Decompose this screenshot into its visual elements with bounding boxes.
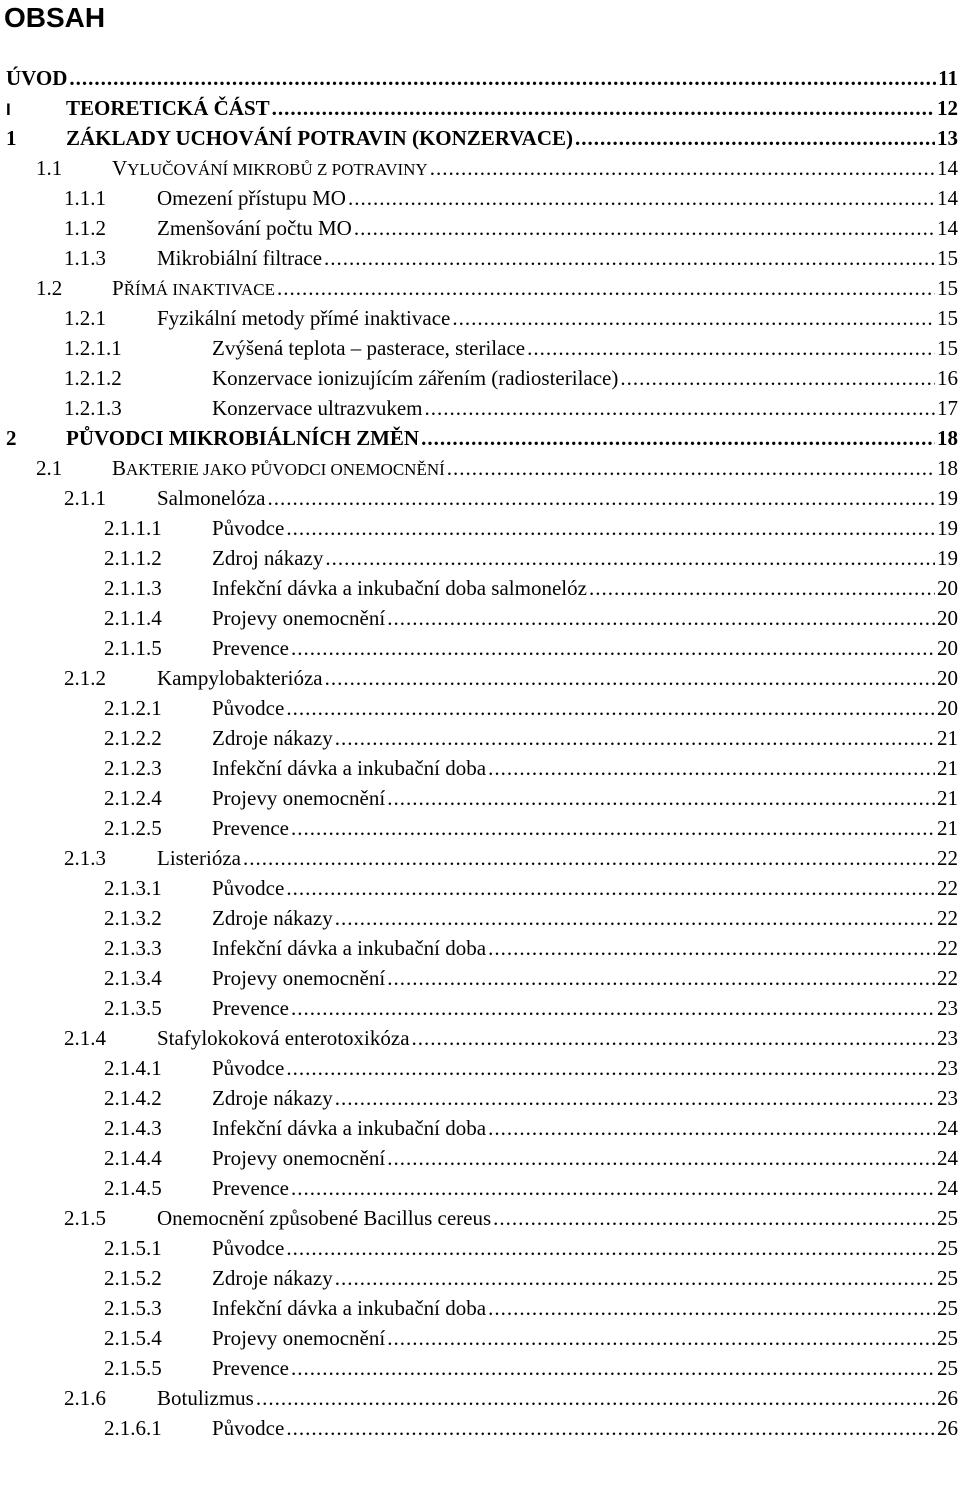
toc-entry-title: Původce <box>212 1416 285 1440</box>
dot-leader <box>335 1084 935 1112</box>
toc-entry-title: Prevence <box>212 1176 289 1200</box>
toc-entry-title: Omezení přístupu MO <box>157 186 346 210</box>
toc-entry-page: 22 <box>937 936 958 960</box>
dot-leader <box>286 514 935 542</box>
toc-entry[interactable] <box>104 994 958 1022</box>
toc-entry-title: Stafylokoková enterotoxikóza <box>157 1026 410 1050</box>
toc-entry-title: Prevence <box>212 996 289 1020</box>
toc-entry-number: 2.1.4 <box>64 1026 106 1050</box>
dot-leader <box>488 1114 935 1142</box>
toc-entry-number: 2.1 <box>36 456 63 480</box>
toc-entry[interactable] <box>104 1174 958 1202</box>
toc-entry[interactable] <box>104 1234 958 1262</box>
toc-entry[interactable] <box>64 394 958 422</box>
toc-entry-number: 2.1.4.4 <box>104 1146 162 1170</box>
toc-entry-title: Původce <box>212 1236 285 1260</box>
toc-entry-title: Onemocnění způsobené Bacillus cereus <box>157 1206 492 1230</box>
dot-leader <box>430 154 935 182</box>
toc-entry-number: 2.1.6.1 <box>104 1416 162 1440</box>
dot-leader <box>493 1204 935 1232</box>
toc-entry-number: 1.2.1.3 <box>64 396 122 420</box>
dot-leader <box>291 1354 935 1382</box>
toc-entry-title: Infekční dávka a inkubační doba <box>212 756 487 780</box>
dot-leader <box>243 844 935 872</box>
toc-entry-page: 20 <box>937 666 958 690</box>
toc-entry[interactable] <box>104 1054 958 1082</box>
toc-entry-number: 1.2.1 <box>64 306 106 330</box>
toc-entry-number: 2.1.2.3 <box>104 756 162 780</box>
toc-entry-page: 25 <box>937 1266 958 1290</box>
toc-entry[interactable] <box>104 514 958 542</box>
toc-entry[interactable] <box>104 574 958 602</box>
toc-entry-number: 2.1.2.2 <box>104 726 162 750</box>
toc-entry[interactable] <box>104 904 958 932</box>
toc-entry-number: 2.1.4.1 <box>104 1056 162 1080</box>
toc-entry[interactable] <box>64 664 958 692</box>
toc-entry-title: BAKTERIE JAKO PŮVODCI ONEMOCNĚNÍ <box>112 456 445 480</box>
toc-entry[interactable] <box>104 544 958 572</box>
dot-leader <box>286 1414 935 1442</box>
toc-entry-title: Projevy onemocnění <box>212 786 386 810</box>
toc-entry-page: 21 <box>937 726 958 750</box>
toc-entry-page: 23 <box>937 1056 958 1080</box>
toc-entry[interactable] <box>104 754 958 782</box>
toc-entry-page: 14 <box>937 186 958 210</box>
dot-leader <box>272 94 935 122</box>
toc-entry[interactable] <box>104 634 958 662</box>
toc-entry[interactable] <box>104 1264 958 1292</box>
toc-entry-page: 25 <box>937 1236 958 1260</box>
toc-entry-page: 12 <box>937 96 958 120</box>
toc-entry-page: 19 <box>937 546 958 570</box>
dot-leader <box>335 904 935 932</box>
toc-entry-number: 2.1.4.2 <box>104 1086 162 1110</box>
toc-entry-page: 23 <box>937 1026 958 1050</box>
toc-entry-title: Zdroje nákazy <box>212 906 333 930</box>
toc-entry-title: Konzervace ultrazvukem <box>212 396 423 420</box>
toc-entry-page: 15 <box>937 246 958 270</box>
toc-entry-title: Infekční dávka a inkubační doba <box>212 1116 487 1140</box>
toc-entry[interactable] <box>64 214 958 242</box>
dot-leader <box>277 274 935 302</box>
dot-leader <box>421 424 935 452</box>
toc-entry-number: 1.2.1.1 <box>64 336 122 360</box>
toc-entry-title: Mikrobiální filtrace <box>157 246 323 270</box>
toc-entry-title: Zdroje nákazy <box>212 726 333 750</box>
toc-entry[interactable] <box>104 964 958 992</box>
toc-entry-title: Kampylobakterióza <box>157 666 323 690</box>
dot-leader <box>387 604 935 632</box>
toc-entry-title: VYLUČOVÁNÍ MIKROBŮ Z POTRAVINY <box>112 156 428 180</box>
toc-entry-number: 2.1.1.4 <box>104 606 162 630</box>
dot-leader <box>286 874 935 902</box>
toc-entry[interactable] <box>104 874 958 902</box>
toc-entry-page: 22 <box>937 846 958 870</box>
dot-leader <box>354 214 935 242</box>
dot-leader <box>488 1294 935 1322</box>
toc-entry[interactable] <box>6 64 958 92</box>
toc-entry-title: Listerióza <box>157 846 241 870</box>
toc-entry-title: ÚVOD <box>6 66 68 90</box>
toc-entry-title: PŮVODCI MIKROBIÁLNÍCH ZMĚN <box>66 426 420 450</box>
toc-entry-number: 2.1.3 <box>64 846 106 870</box>
toc-entry-number: 2.1.6 <box>64 1386 106 1410</box>
toc-entry-page: 19 <box>937 516 958 540</box>
toc-entry[interactable] <box>64 1204 958 1232</box>
dot-leader <box>291 1174 935 1202</box>
toc-entry[interactable] <box>104 1114 958 1142</box>
dot-leader <box>325 664 935 692</box>
toc-entry-number: 1.1.3 <box>64 246 106 270</box>
dot-leader <box>286 1234 935 1262</box>
toc-entry[interactable] <box>6 124 958 152</box>
toc-entry-number: 2.1.5.4 <box>104 1326 162 1350</box>
toc-entry-title: Původce <box>212 696 285 720</box>
toc-entry-page: 14 <box>937 156 958 180</box>
toc-entry-title: Původce <box>212 876 285 900</box>
toc-entry-page: 25 <box>937 1296 958 1320</box>
toc-entry[interactable] <box>6 94 958 122</box>
toc-entry-number: 2.1.3.3 <box>104 936 162 960</box>
toc-entry-page: 19 <box>937 486 958 510</box>
toc-entry-page: 14 <box>937 216 958 240</box>
dot-leader <box>286 694 935 722</box>
dot-leader <box>69 64 936 92</box>
toc-entry[interactable] <box>36 154 958 182</box>
toc-entry-page: 23 <box>937 1086 958 1110</box>
toc-entry[interactable] <box>64 334 958 362</box>
toc-entry[interactable] <box>104 814 958 842</box>
toc-entry-number: 2.1.2.4 <box>104 786 162 810</box>
toc-entry-title: Zvýšená teplota – pasterace, sterilace <box>212 336 526 360</box>
dot-leader <box>589 574 935 602</box>
toc-entry[interactable] <box>104 724 958 752</box>
dot-leader <box>324 244 935 272</box>
toc-entry-title: Salmonelóza <box>157 486 266 510</box>
dot-leader <box>325 544 935 572</box>
dot-leader <box>387 784 935 812</box>
toc-entry-page: 15 <box>937 306 958 330</box>
toc-entry-title: Prevence <box>212 1356 289 1380</box>
toc-entry-page: 15 <box>937 336 958 360</box>
toc-entry-page: 18 <box>937 456 958 480</box>
dot-leader <box>291 634 935 662</box>
toc-entry[interactable] <box>104 1084 958 1112</box>
toc-entry[interactable] <box>6 424 958 452</box>
toc-entry-number: 2.1.1 <box>64 486 106 510</box>
toc-entry-title: Infekční dávka a inkubační doba salmonelóz <box>212 576 587 600</box>
toc-entry-title: Prevence <box>212 816 289 840</box>
toc-entry[interactable] <box>64 1384 958 1412</box>
dot-leader <box>387 1324 935 1352</box>
toc-entry[interactable] <box>64 304 958 332</box>
toc-entry-title: Původce <box>212 516 285 540</box>
toc-entry-title: Původce <box>212 1056 285 1080</box>
toc-entry-number: 2.1.4.5 <box>104 1176 162 1200</box>
toc-entry-number: 2.1.1.3 <box>104 576 162 600</box>
dot-leader <box>447 454 935 482</box>
toc-entry[interactable] <box>64 364 958 392</box>
toc-entry-title: Projevy onemocnění <box>212 1146 386 1170</box>
dot-leader <box>488 934 935 962</box>
toc-entry-number: 1.1.1 <box>64 186 106 210</box>
dot-leader <box>291 814 935 842</box>
dot-leader <box>335 1264 935 1292</box>
toc-entry-number: 2.1.2 <box>64 666 106 690</box>
toc-entry-page: 20 <box>937 606 958 630</box>
toc-entry[interactable] <box>36 274 958 302</box>
toc-entry-number: 2.1.2.5 <box>104 816 162 840</box>
toc-entry-title: Zdroj nákazy <box>212 546 324 570</box>
toc-entry-title: Projevy onemocnění <box>212 966 386 990</box>
toc-entry-number: 2.1.3.4 <box>104 966 162 990</box>
dot-leader <box>575 124 935 152</box>
toc-entry-title: Infekční dávka a inkubační doba <box>212 1296 487 1320</box>
toc-entry-number: 1.1.2 <box>64 216 106 240</box>
dot-leader <box>488 754 935 782</box>
toc-entry-number: 2.1.5 <box>64 1206 106 1230</box>
toc-entry-title: Zdroje nákazy <box>212 1086 333 1110</box>
toc-entry[interactable] <box>64 484 958 512</box>
dot-leader <box>412 1024 935 1052</box>
toc-entry-page: 18 <box>937 426 958 450</box>
toc-entry-page: 26 <box>937 1416 958 1440</box>
toc-entry-page: 11 <box>938 66 958 90</box>
toc-entry-number: 2.1.1.1 <box>104 516 162 540</box>
toc-entry-page: 20 <box>937 696 958 720</box>
dot-leader <box>335 724 935 752</box>
toc-entry-number: 2.1.5.5 <box>104 1356 162 1380</box>
toc-entry-page: 15 <box>937 276 958 300</box>
toc-entry-page: 25 <box>937 1356 958 1380</box>
toc-entry-page: 21 <box>937 816 958 840</box>
toc-entry[interactable] <box>104 1354 958 1382</box>
toc-entry-number: 2.1.5.3 <box>104 1296 162 1320</box>
toc-entry-number: 2.1.2.1 <box>104 696 162 720</box>
dot-leader <box>620 364 935 392</box>
dot-leader <box>291 994 935 1022</box>
toc-entry[interactable] <box>104 934 958 962</box>
dot-leader <box>387 964 935 992</box>
toc-entry-page: 23 <box>937 996 958 1020</box>
toc-entry-page: 21 <box>937 786 958 810</box>
dot-leader <box>286 1054 935 1082</box>
toc-entry-title: Zmenšování počtu MO <box>157 216 352 240</box>
toc-entry[interactable] <box>104 694 958 722</box>
toc-entry[interactable] <box>64 844 958 872</box>
toc-entry-page: 16 <box>937 366 958 390</box>
toc-entry-number: 2.1.3.5 <box>104 996 162 1020</box>
toc-entry[interactable] <box>104 1414 958 1442</box>
toc-entry-page: 22 <box>937 876 958 900</box>
toc-entry-page: 24 <box>937 1116 958 1140</box>
toc-entry-title: Projevy onemocnění <box>212 606 386 630</box>
toc-entry-number: 1.1 <box>36 156 63 180</box>
toc-entry-page: 24 <box>937 1176 958 1200</box>
toc-entry-title: TEORETICKÁ ČÁST <box>66 96 270 120</box>
dot-leader <box>256 1384 935 1412</box>
toc-entry-number: 2.1.1.2 <box>104 546 162 570</box>
toc-entry-title: Prevence <box>212 636 289 660</box>
toc-entry-number: 2.1.3.1 <box>104 876 162 900</box>
dot-leader <box>527 334 935 362</box>
toc-entry-number: 2 <box>6 426 17 450</box>
toc-entry-page: 25 <box>937 1206 958 1230</box>
toc-entry-page: 22 <box>937 906 958 930</box>
toc-entry-number: 2.1.3.2 <box>104 906 162 930</box>
toc-entry-title: PŘÍMÁ INAKTIVACE <box>112 276 275 300</box>
dot-leader <box>348 184 935 212</box>
toc-entry-page: 13 <box>937 126 958 150</box>
dot-leader <box>267 484 935 512</box>
toc-entry[interactable] <box>64 1024 958 1052</box>
toc-entry-title: Projevy onemocnění <box>212 1326 386 1350</box>
toc-entry-page: 26 <box>937 1386 958 1410</box>
toc-entry-number: 1 <box>6 126 17 150</box>
toc-entry-number: 1.2 <box>36 276 63 300</box>
toc-entry[interactable] <box>104 1324 958 1352</box>
toc-entry-number: 2.1.1.5 <box>104 636 162 660</box>
toc-entry-title: Fyzikální metody přímé inaktivace <box>157 306 451 330</box>
toc-entry-title: Botulizmus <box>157 1386 254 1410</box>
toc-entry-number: 1.2.1.2 <box>64 366 122 390</box>
toc-entry-page: 21 <box>937 756 958 780</box>
dot-leader <box>424 394 935 422</box>
toc-entry-page: 20 <box>937 636 958 660</box>
toc-entry[interactable] <box>104 1144 958 1172</box>
toc-entry[interactable] <box>104 604 958 632</box>
toc-entry-title: Konzervace ionizujícím zářením (radiosterilace) <box>212 366 619 390</box>
toc-entry-title: ZÁKLADY UCHOVÁNÍ POTRAVIN (KONZERVACE) <box>66 126 574 150</box>
dot-leader <box>452 304 935 332</box>
toc-entry-number: 2.1.5.1 <box>104 1236 162 1260</box>
toc-entry-number: 2.1.4.3 <box>104 1116 162 1140</box>
toc-entry[interactable] <box>104 784 958 812</box>
toc-entry[interactable] <box>64 184 958 212</box>
toc-entry[interactable] <box>64 244 958 272</box>
toc-entry-title: Zdroje nákazy <box>212 1266 333 1290</box>
toc-entry-number: I <box>6 100 11 119</box>
toc-entry[interactable] <box>104 1294 958 1322</box>
toc-entry-number: 2.1.5.2 <box>104 1266 162 1290</box>
toc-entry-title: Infekční dávka a inkubační doba <box>212 936 487 960</box>
toc-entry-page: 25 <box>937 1326 958 1350</box>
toc-entry-page: 22 <box>937 966 958 990</box>
toc-entry-page: 20 <box>937 576 958 600</box>
dot-leader <box>387 1144 935 1172</box>
toc-entry-page: 24 <box>937 1146 958 1170</box>
toc-heading: OBSAH <box>4 2 106 33</box>
toc-entry[interactable] <box>36 454 958 482</box>
toc-entry-page: 17 <box>937 396 958 420</box>
